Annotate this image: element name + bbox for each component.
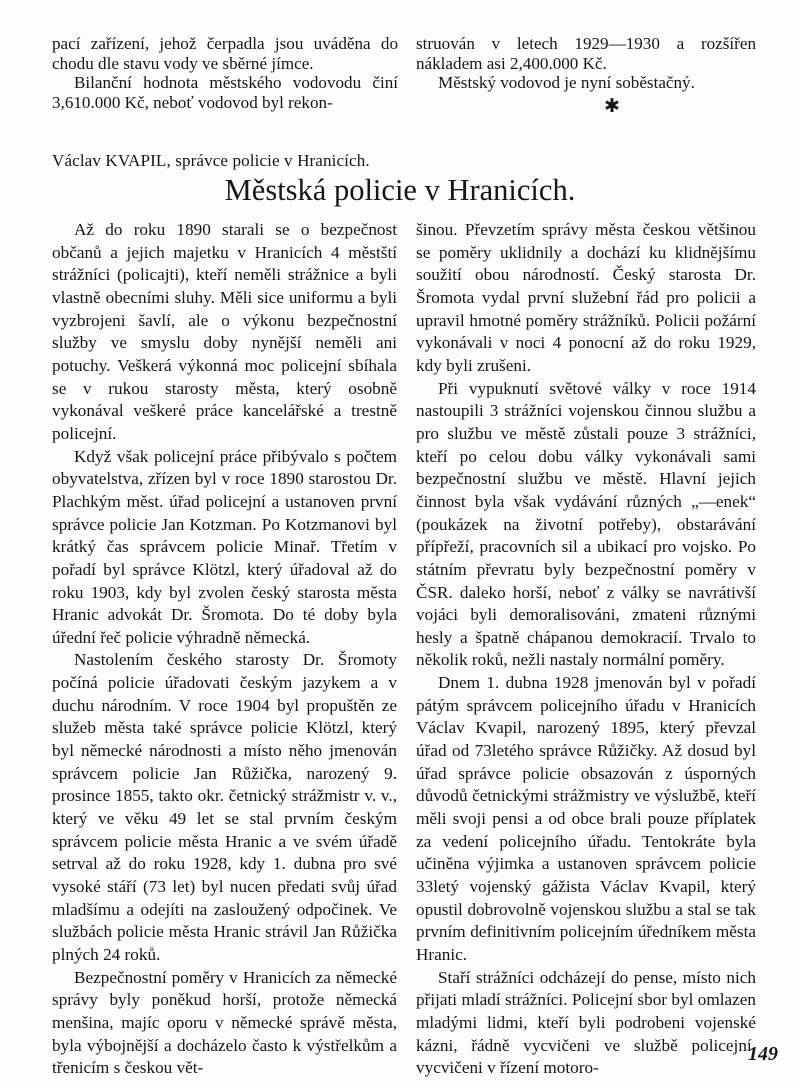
page-number: 149 [748,1043,778,1065]
article-right-column [416,219,756,1080]
previous-article-paragraph: pací zařízení, jehož čerpadla jsou uváděna do chodu dle stavu vody ve sběrné jímce. [52,34,398,73]
previous-article-paragraph: struován v letech 1929—1930 a rozšířen nákladem asi 2,400.000 Kč. [416,34,756,73]
article-left-column [52,219,397,1080]
article-paragraph: Staří strážníci odcházejí do pense, místo nich přijati mladí strážníci. Policejní sbor byl omlazen mladými lidmi, kteří byli podrobeni vojenské kázni, řádně vycvičeni ve službě policejní, vycvičeni v řízení motoro- [416,967,756,1078]
article-paragraph: Dnem 1. dubna 1928 jmenován byl v pořadí pátým správcem policejního úřadu v Hranicích Václav Kvapil, narozený 1895, který převzal úřad od 73letého správce Růžičky. Až dosud byl úřad správce policie obsazován z úsporných důvodů četnickými strážmistry ve výslužbě, kteří měli svoji pensi a od obce brali pouze příplatek za vedení policejního úřadu. Tentokráte byla učiněna výjimka a ustanoven správcem policie 33letý vojenský gážista Václav Kvapil, který opustil dobrovolně vojenskou službu a stal se tak prvním definitivním policejním úředníkem města Hranic. [416,673,756,964]
previous-article-right-column [416,34,756,116]
article-paragraph: Při vypuknutí světové války v roce 1914 nastoupili 3 strážníci vojenskou činnou službu a pro službu ve městě zůstali pouze 3 strážníci, kteří po celou dobu války vykonávali sami bezpečnostní službu ve městě. Hlavní jejich činnost byla však vydávání různých „—enek“ (poukázek na životní potřeby), obstarávání přípřeží, pracovních sil a ubikací pro vojsko. Po státním převratu byly bezpečnostní poměry v ČSR. daleko horší, neboť z války se navrátivší vojáci byli demoralisováni, zmateni různými hesly a špatně chápanou demokracií. Trvalo to několik roků, nežli nastaly normální poměry. [416,378,756,670]
previous-article-paragraph: Městský vodovod je nyní soběstačný. [438,73,695,93]
article-paragraph: Bezpečnostní poměry v Hranicích za německé správy byly poněkud horší, protože německá menšina, majíc oporu v německé správě města, byla výbojnější a docházelo často k výstřelkům a třenicím s českou vět- [52,967,397,1078]
previous-article-left-column [52,34,398,112]
article-paragraph: šinou. Převzetím správy města českou většinou se poměry uklidnily a dochází ku klidnějšímu soužití obou národností. Český starosta Dr. Šromota vydal první služební řád pro policii a upravil hmotné poměry strážníků. Policii požární vykonávali v noci 4 ponocní až do roku 1929, kdy byli zrušeni. [416,220,756,375]
article-author: Václav KVAPIL, správce policie v Hranicích. [52,151,370,170]
previous-article-paragraph: Bilanční hodnota městského vodovodu činí 3,610.000 Kč, neboť vodovod byl rekon- [52,73,398,112]
article-title: Městská policie v Hranicích. [224,173,576,207]
article-paragraph: Když však policejní práce přibývalo s počtem obyvatelstva, zřízen byl v roce 1890 starostou Dr. Plachkým měst. úřad policejní a ustanoven první správce policie Jan Kotzman. Po Kotzmanovi byl krátký čas správcem policie Minař. Třetím v pořadí byl správce Klötzl, který úřadoval až do roku 1903, kdy byl zvolen český starosta města Hranic advokát Dr. Šromota. Do té doby byla úřední řeč policie výhradně německá. [52,446,397,647]
article-paragraph: Až do roku 1890 starali se o bezpečnost občanů a jejich majetku v Hranicích 4 městští strážníci (policajti), kteří neměli strážnice a byli vlastně obecními sluhy. Měli sice uniformu a byli vyzbrojeni šavlí, ale o výkonu bezpečnostní služby ve smyslu doby nynější neměli ani potuchy. Veškerá výkonná moc policejní sbíhala se v rukou starosty města, který osobně vykonával veškeré práce kancelářské a trestně policejní. [52,220,397,443]
asterisk-ornament-icon: ✱ [604,95,620,117]
article-paragraph: Nastolením českého starosty Dr. Šromoty počíná policie úřadovati českým jazykem a v duchu národním. V roce 1904 byl propuštěn ze služeb města také správce policie Klötzl, který byl německé národnosti a místo něho jmenován správcem policie Jan Růžička, narozený 9. prosince 1855, takto okr. četnický strážmistr v. v., který ve věku 49 let se stal prvním českým správcem policie města Hranic a ve svém úřadě setrval až do roku 1928, kdy 1. dubna pro své vysoké stáří (73 let) byl nucen předati svůj úřad mladšímu a odejíti na zasloužený odpočinek. Ve službách policie města Hranic strávil Jan Růžička plných 24 roků. [52,650,397,964]
